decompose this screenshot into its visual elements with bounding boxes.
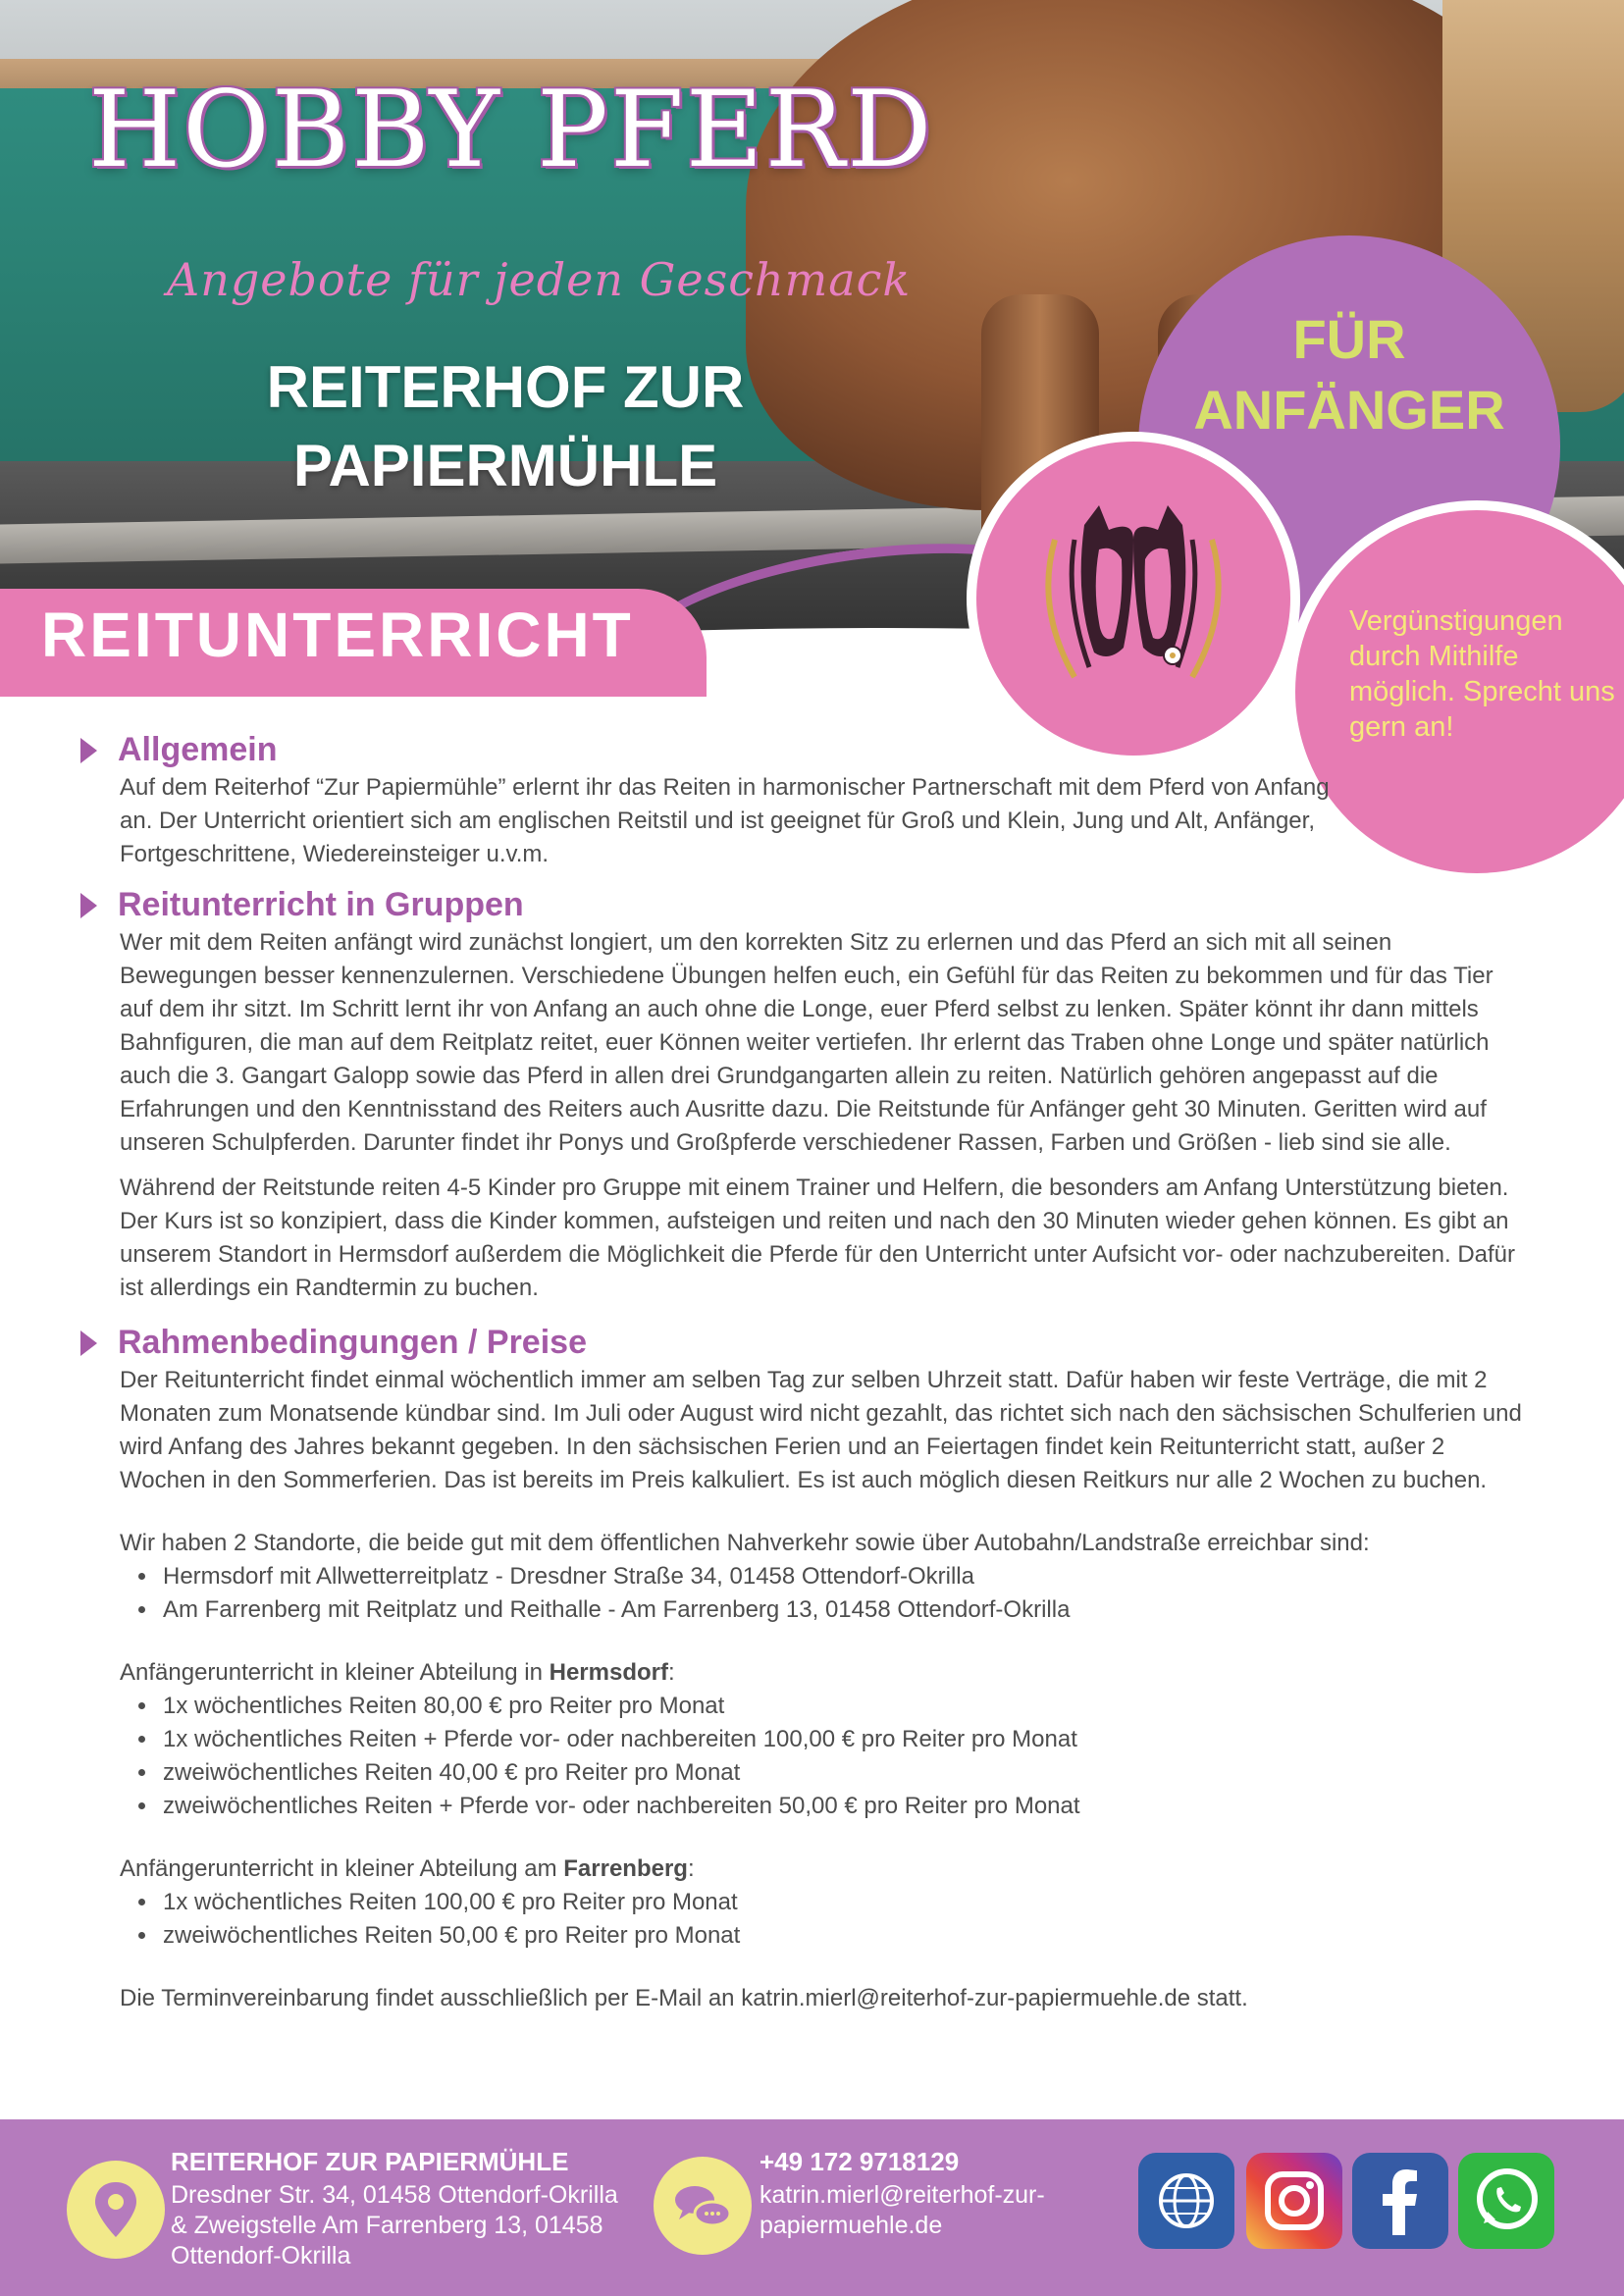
footer: [0, 2119, 1624, 2296]
farm-name-line2: PAPIERMÜHLE: [292, 433, 718, 498]
footer-phone[interactable]: +49 172 9718129: [760, 2147, 960, 2176]
section-rahmen: [79, 1321, 1531, 2015]
paragraph: Der Reitunterricht findet einmal wöchentlich immer am selben Tag zur selben Uhrzeit statt. Dafür haben wir feste Verträge, die mit 2 Monaten zum Monatsende kündbar sind. Im Juli oder August wird nicht gezahlt, das richtet sich nach den sächsischen Schulferien und wird Anfang des Jahres bekannt gegeben. In den sächsischen Ferien und an Feiertagen findet kein Reitunterricht statt, außer 2 Wochen in den Sommerferien. Das ist bereits im Preis kalkuliert. Es ist auch möglich diesen Reitkurs nur alle 2 Wochen zu buchen.: [120, 1367, 1522, 1493]
paragraph: Auf dem Reiterhof “Zur Papiermühle” erlernt ihr das Reiten in harmonischer Partnerschaft mit dem Pferd von Anfang an. Der Unterricht orientiert sich am englischen Reitstil und ist geeignet für Groß und Klein, Jung und Alt, Anfänger, Fortgeschrittene, Wiedereinsteiger u.v.m.: [120, 774, 1330, 867]
farm-name-line1: REITERHOF ZUR: [266, 354, 745, 420]
list-item: • 1x wöchentliches Reiten 100,00 € pro Reiter pro Monat: [159, 1886, 1531, 1919]
section-heading-text: Rahmenbedingungen / Preise: [118, 1324, 587, 1361]
instagram-icon[interactable]: [1246, 2153, 1342, 2249]
horse-heads-logo-icon: [1016, 481, 1251, 716]
intro-text: Anfängerunterricht in kleiner Abteilung in: [120, 1659, 550, 1686]
section-heading: [79, 728, 1531, 771]
price-intro-hermsdorf: [120, 1656, 1523, 1690]
price-list-hermsdorf: [120, 1690, 1531, 1823]
whatsapp-icon[interactable]: [1458, 2153, 1554, 2249]
list-item: • zweiwöchentliches Reiten 50,00 € pro Reiter pro Monat: [159, 1919, 1531, 1953]
chat-bubbles-icon: [654, 2157, 752, 2255]
locations-list: [120, 1560, 1531, 1627]
paragraph: Wer mit dem Reiten anfängt wird zunächst longiert, um den korrekten Sitz zu erlernen und das Pferd an sich mit all seinen Bewegungen besser kennenzulernen. Verschiedene Übungen helfen euch, ein Gefühl für das Reiten zu bekommen und für das Tier auf dem ihr sitzt. Im Schritt lernt ihr von Anfang an auch ohne die Longe, euer Pferd selbst zu lenken. Später könnt ihr dann mittels Bahnfiguren, die man auf dem Reitplatz reitet, euer Können weiter vertiefen. Ihr erlernt das Traben ohne Longe und später natürlich auch die 3. Gangart Galopp sowie das Pferd in allen drei Grundgangarten allein zu reiten. Natürlich gehören angepasst auf die Erfahrungen und den Kenntnisstand des Reiters auch Ausritte dazu. Die Reitstunde für Anfänger geht 30 Minuten. Geritten wird auf unseren Schulpferden. Darunter findet ihr Ponys und Großpferde verschiedener Rassen, Farben und Größen - lieb sind sie alle.: [120, 929, 1493, 1156]
main-content: [79, 728, 1531, 2015]
section-banner: [0, 589, 707, 697]
tagline: Angebote für jeden Geschmack: [167, 253, 912, 306]
paragraph: Während der Reitstunde reiten 4-5 Kinder pro Gruppe mit einem Trainer und Helfern, die besonders am Anfang Unterstützung bieten. Der Kurs ist so konzipiert, dass die Kinder kommen, aufsteigen und reiten und nach den 30 Minuten wieder gehen können. Es gibt an unserem Standort in Hermsdorf außerdem die Möglichkeit die Pferde für den Unterricht unter Aufsicht vor- oder nachzubereiten. Dafür ist allerdings ein Randtermin zu buchen.: [120, 1174, 1516, 1301]
web-icon[interactable]: [1138, 2153, 1234, 2249]
intro-colon: :: [687, 1855, 695, 1882]
intro-colon: :: [667, 1659, 675, 1686]
section-heading-text: Reitunterricht in Gruppen: [118, 886, 524, 923]
page-title: HOBBY PFERD: [88, 69, 934, 191]
list-item: • 1x wöchentliches Reiten + Pferde vor- oder nachbereiten 100,00 € pro Reiter pro Monat: [159, 1723, 1531, 1756]
list-item: • 1x wöchentliches Reiten 80,00 € pro Reiter pro Monat: [159, 1690, 1531, 1723]
level-badge-line1: FÜR: [1292, 308, 1406, 370]
price-intro-farrenberg: [120, 1852, 1523, 1886]
section-allgemein: [79, 728, 1531, 871]
logo-badge: [967, 432, 1300, 765]
section-gruppen: [79, 883, 1531, 1305]
footer-email[interactable]: katrin.mierl@reiterhof-zur-papiermuehle.de: [760, 2181, 1045, 2239]
arrow-right-icon: [80, 1331, 97, 1356]
intro-text: Anfängerunterricht in kleiner Abteilung am: [120, 1855, 564, 1882]
section-heading: [79, 1321, 1531, 1364]
location-name: Farrenberg: [563, 1855, 688, 1882]
price-list-farrenberg: [120, 1886, 1531, 1953]
arrow-right-icon: [80, 738, 97, 763]
level-badge-line2: ANFÄNGER: [1193, 379, 1505, 441]
discount-text: Vergünstigungen durch Mithilfe möglich. Sprecht uns gern an!: [1349, 605, 1615, 743]
list-item: • zweiwöchentliches Reiten + Pferde vor- oder nachbereiten 50,00 € pro Reiter pro Monat: [159, 1790, 1531, 1823]
arrow-right-icon: [80, 893, 97, 918]
facebook-icon[interactable]: [1352, 2153, 1448, 2249]
banner-label: REITUNTERRICHT: [41, 600, 634, 670]
list-item: • Am Farrenberg mit Reitplatz und Reithalle - Am Farrenberg 13, 01458 Ottendorf-Okrilla: [159, 1593, 1531, 1627]
list-item: • Hermsdorf mit Allwetterreitplatz - Dresdner Straße 34, 01458 Ottendorf-Okrilla: [159, 1560, 1531, 1593]
section-heading: [79, 883, 1531, 926]
footer-address: Dresdner Str. 34, 01458 Ottendorf-Okrilla & Zweigstelle Am Farrenberg 13, 01458 Ottendorf-Okrilla: [171, 2181, 618, 2270]
section-heading-text: Allgemein: [118, 731, 278, 768]
location-name: Hermsdorf: [549, 1659, 668, 1686]
footer-company-name: REITERHOF ZUR PAPIERMÜHLE: [171, 2147, 569, 2176]
list-item: • zweiwöchentliches Reiten 40,00 € pro Reiter pro Monat: [159, 1756, 1531, 1790]
closing-note: Die Terminvereinbarung findet ausschließlich per E-Mail an katrin.mierl@reiterhof-zur-papiermuehle.de statt.: [120, 1985, 1248, 2011]
farm-name: [226, 348, 785, 505]
paragraph: Wir haben 2 Standorte, die beide gut mit dem öffentlichen Nahverkehr sowie über Autobahn/Landstraße erreichbar sind:: [120, 1530, 1370, 1556]
location-pin-icon: [67, 2161, 165, 2259]
